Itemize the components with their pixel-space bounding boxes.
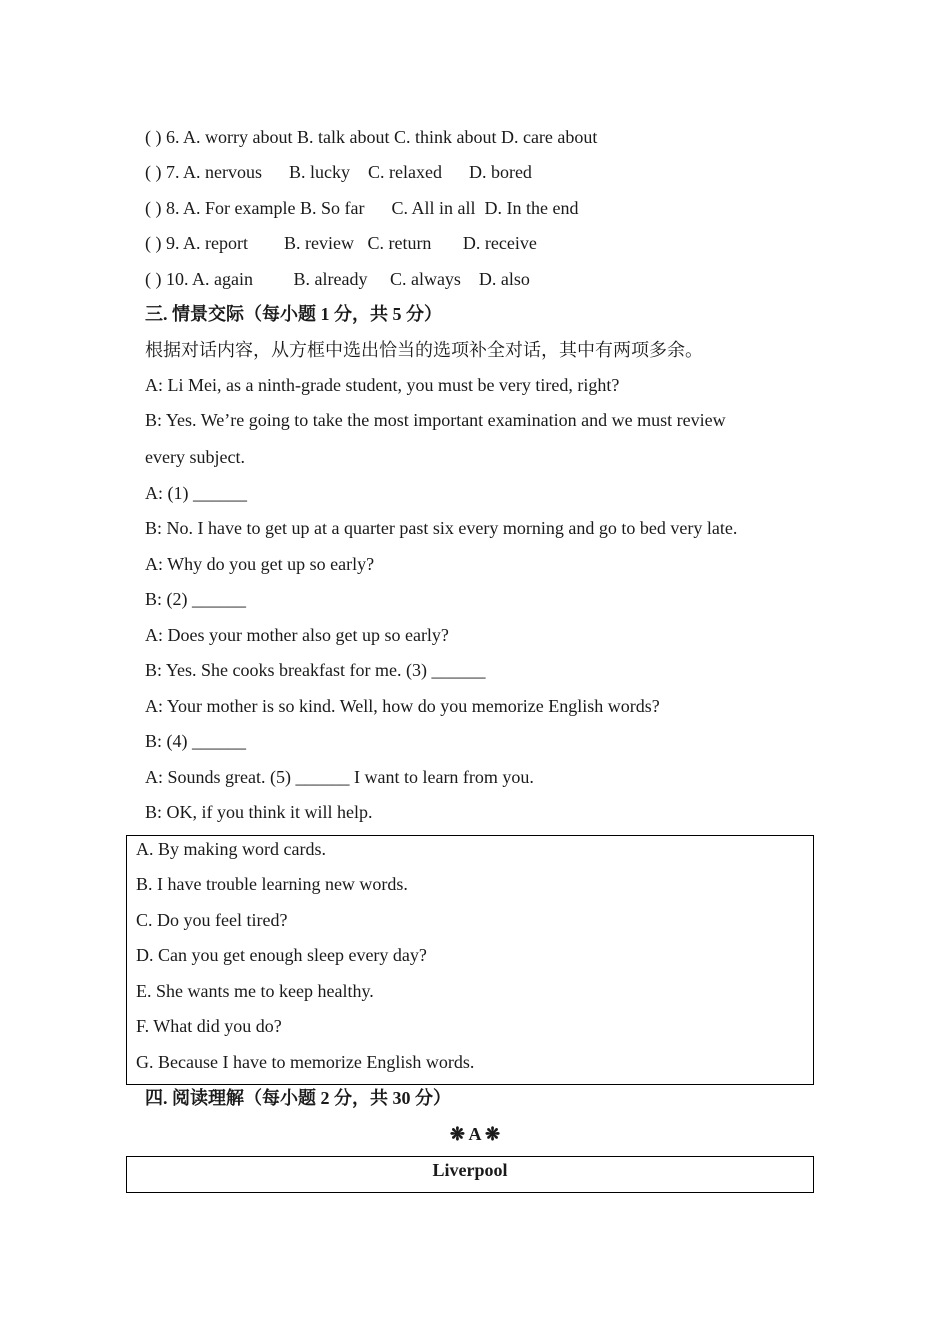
dialogue-line: B: Yes. We’re going to take the most important examination and we must review bbox=[145, 410, 726, 430]
part-label: ❋ A ❋ bbox=[449, 1124, 501, 1144]
question-7: ( ) 7. A. nervous B. lucky C. relaxed D. bored bbox=[145, 162, 532, 182]
dialogue-line: every subject. bbox=[145, 447, 245, 467]
dialogue-line: B: No. I have to get up at a quarter past six every morning and go to bed very late. bbox=[145, 518, 738, 538]
dialogue-line: A: Why do you get up so early? bbox=[145, 554, 375, 574]
dialogue-line: B: Yes. She cooks breakfast for me. (3) ______ bbox=[145, 660, 486, 680]
passage-title-box bbox=[126, 1156, 814, 1193]
question-8: ( ) 8. A. For example B. So far C. All in all D. In the end bbox=[145, 198, 579, 218]
options-box bbox=[126, 835, 814, 1085]
dialogue-line: B: (2) ______ bbox=[145, 589, 246, 609]
question-9: ( ) 9. A. report B. review C. return D. receive bbox=[145, 233, 537, 253]
question-6: ( ) 6. A. worry about B. talk about C. think about D. care about bbox=[145, 127, 598, 147]
section-3-instruction: 根据对话内容，从方框中选出恰当的选项补全对话，其中有两项多余。 bbox=[145, 340, 703, 360]
option-c: C. Do you feel tired? bbox=[136, 910, 288, 930]
passage-title: Liverpool bbox=[432, 1160, 508, 1180]
section-4-heading: 四. 阅读理解（每小题 2 分，共 30 分） bbox=[145, 1088, 451, 1108]
option-b: B. I have trouble learning new words. bbox=[136, 874, 408, 894]
option-e: E. She wants me to keep healthy. bbox=[136, 981, 374, 1001]
dialogue-line: A: Does your mother also get up so early? bbox=[145, 625, 449, 645]
option-a: A. By making word cards. bbox=[136, 839, 326, 859]
dialogue-line: A: Your mother is so kind. Well, how do you memorize English words? bbox=[145, 696, 660, 716]
dialogue-line: A: Sounds great. (5) ______ I want to learn from you. bbox=[145, 767, 534, 787]
option-f: F. What did you do? bbox=[136, 1016, 282, 1036]
dialogue-line: B: (4) ______ bbox=[145, 731, 246, 751]
question-10: ( ) 10. A. again B. already C. always D. also bbox=[145, 269, 530, 289]
option-d: D. Can you get enough sleep every day? bbox=[136, 945, 427, 965]
section-3-heading: 三. 情景交际（每小题 1 分，共 5 分） bbox=[145, 304, 442, 324]
dialogue-line: A: (1) ______ bbox=[145, 483, 247, 503]
dialogue-line: B: OK, if you think it will help. bbox=[145, 802, 373, 822]
dialogue-line: A: Li Mei, as a ninth-grade student, you must be very tired, right? bbox=[145, 375, 620, 395]
option-g: G. Because I have to memorize English words. bbox=[136, 1052, 475, 1072]
